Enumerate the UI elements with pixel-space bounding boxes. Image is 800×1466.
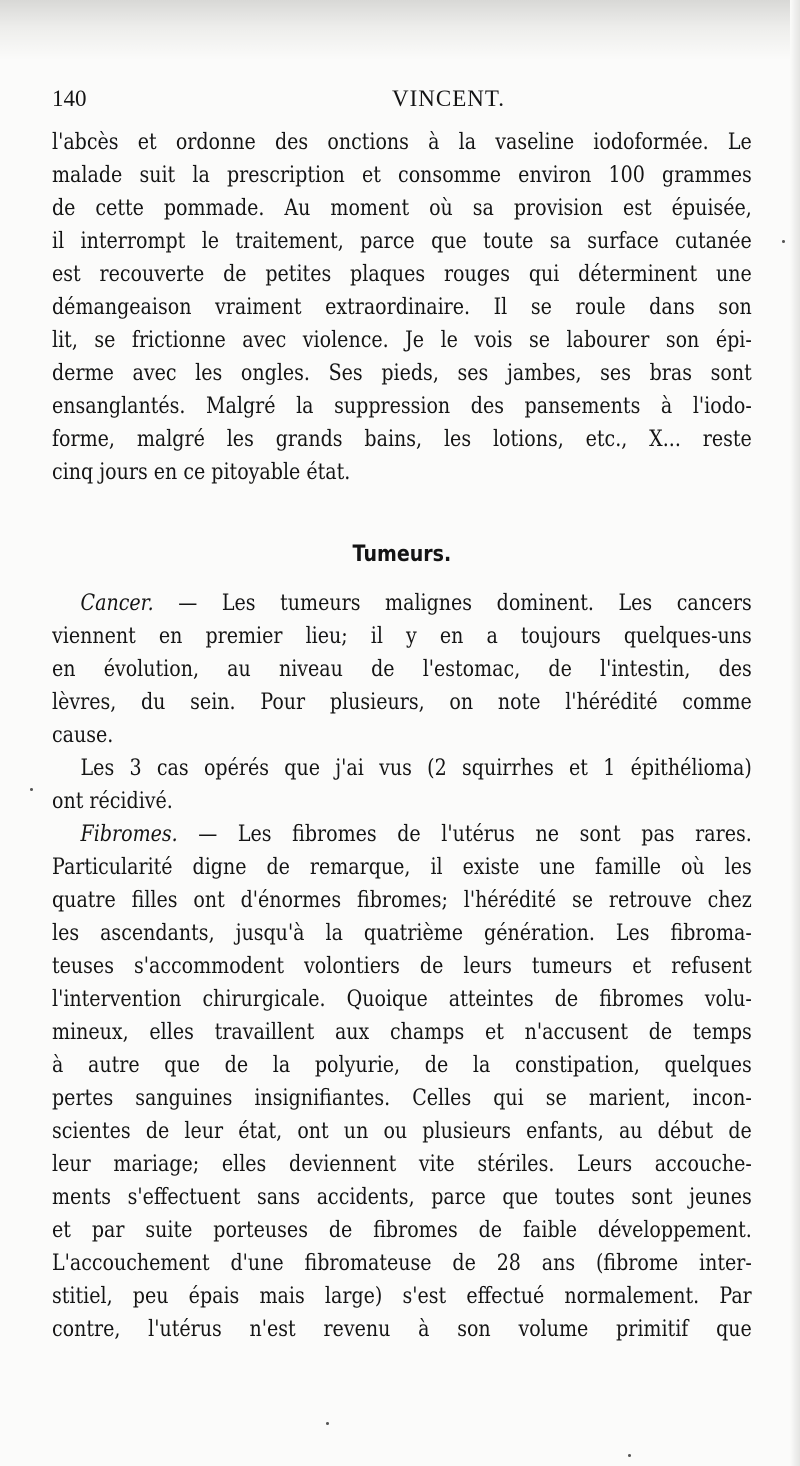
text-line: l'intervention chirurgicale. Quoique atteintes de fibromes volu- (52, 987, 752, 1012)
text-line: pertes sanguines insignifiantes. Celles qui se marient, incon- (52, 1086, 752, 1111)
fibromes-label: Fibromes. (80, 822, 178, 847)
ink-speck (30, 788, 33, 791)
text-line: leur mariage; elles deviennent vite stériles. Leurs accouche- (52, 1152, 752, 1177)
text-line: et par suite porteuses de fibromes de faible développement. (52, 1218, 752, 1243)
text-line: viennent en premier lieu; il y en a toujours quelques-uns (52, 624, 752, 649)
page-top-shadow (0, 0, 800, 60)
text-line: Les 3 cas opérés que j'ai vus (2 squirrhes et 1 épithélioma) (80, 756, 752, 781)
text-line: cause. (52, 723, 114, 748)
ink-speck (628, 1454, 631, 1457)
text-line: stitiel, peu épais mais large) s'est effectué normalement. Par (52, 1284, 752, 1309)
section-title: Tumeurs. (352, 542, 452, 567)
text-line: mineux, elles travaillent aux champs et n'accusent de temps (52, 1020, 752, 1045)
cancer-first-line (52, 587, 752, 620)
running-head: VINCENT. (392, 86, 505, 111)
text-line: lèvres, du sein. Pour plusieurs, on note l'hérédité comme (52, 690, 752, 715)
page-right-shadow (790, 0, 800, 1466)
section-gap (52, 489, 658, 529)
text-line: L'accouchement d'une fibromateuse de 28 ans (fibrome inter- (52, 1251, 752, 1276)
text-line: ont récidivé. (52, 789, 173, 814)
text-line: à autre que de la polyurie, de la constipation, quelques (52, 1053, 752, 1078)
fibromes-first-line (52, 818, 752, 851)
text-line: teuses s'accommodent volontiers de leurs tumeurs et refusent (52, 954, 752, 979)
body-text (52, 126, 752, 1346)
text-line: démangeaison vraiment extraordinaire. Il se roule dans son (52, 295, 752, 320)
fibromes-lead: — Les fibromes de l'utérus ne sont pas rares. (177, 822, 752, 847)
ink-speck (326, 1422, 329, 1425)
text-line: derme avec les ongles. Ses pieds, ses jambes, ses bras sont (52, 361, 752, 386)
page-number: 140 (52, 86, 87, 111)
text-line: les ascendants, jusqu'à la quatrième génération. Les fibroma- (52, 921, 752, 946)
text-line: de cette pommade. Au moment où sa provision est épuisée, (52, 196, 752, 221)
text-line: cinq jours en ce pitoyable état. (52, 460, 351, 485)
text-line: malade suit la prescription et consomme environ 100 grammes (52, 163, 752, 188)
text-line: est recouverte de petites plaques rouges qui déterminent une (52, 262, 752, 287)
text-line: ensanglantés. Malgré la suppression des pansements à l'iodo- (52, 394, 752, 419)
text-line: forme, malgré les grands bains, les lotions, etc., X... reste (52, 427, 752, 452)
text-line: ments s'effectuent sans accidents, parce que toutes sont jeunes (52, 1185, 752, 1210)
text-line: quatre filles ont d'énormes fibromes; l'hérédité se retrouve chez (52, 888, 752, 913)
cancer-lead: — Les tumeurs malignes dominent. Les cancers (153, 591, 752, 616)
page-header (52, 86, 752, 120)
text-line: lit, se frictionne avec violence. Je le vois se labourer son épi- (52, 328, 752, 353)
text-line: en évolution, au niveau de l'estomac, de l'intestin, des (52, 657, 752, 682)
ink-speck (782, 240, 785, 243)
cancer-label: Cancer. (80, 591, 154, 616)
text-line: il interrompt le traitement, parce que toute sa surface cutanée (52, 229, 752, 254)
text-line: contre, l'utérus n'est revenu à son volume primitif que (52, 1317, 752, 1342)
text-line: scientes de leur état, ont un ou plusieurs enfants, au début de (52, 1119, 752, 1144)
text-line: Particularité digne de remarque, il existe une famille où les (52, 855, 752, 880)
text-line: l'abcès et ordonne des onctions à la vaseline iodoformée. Le (52, 130, 752, 155)
